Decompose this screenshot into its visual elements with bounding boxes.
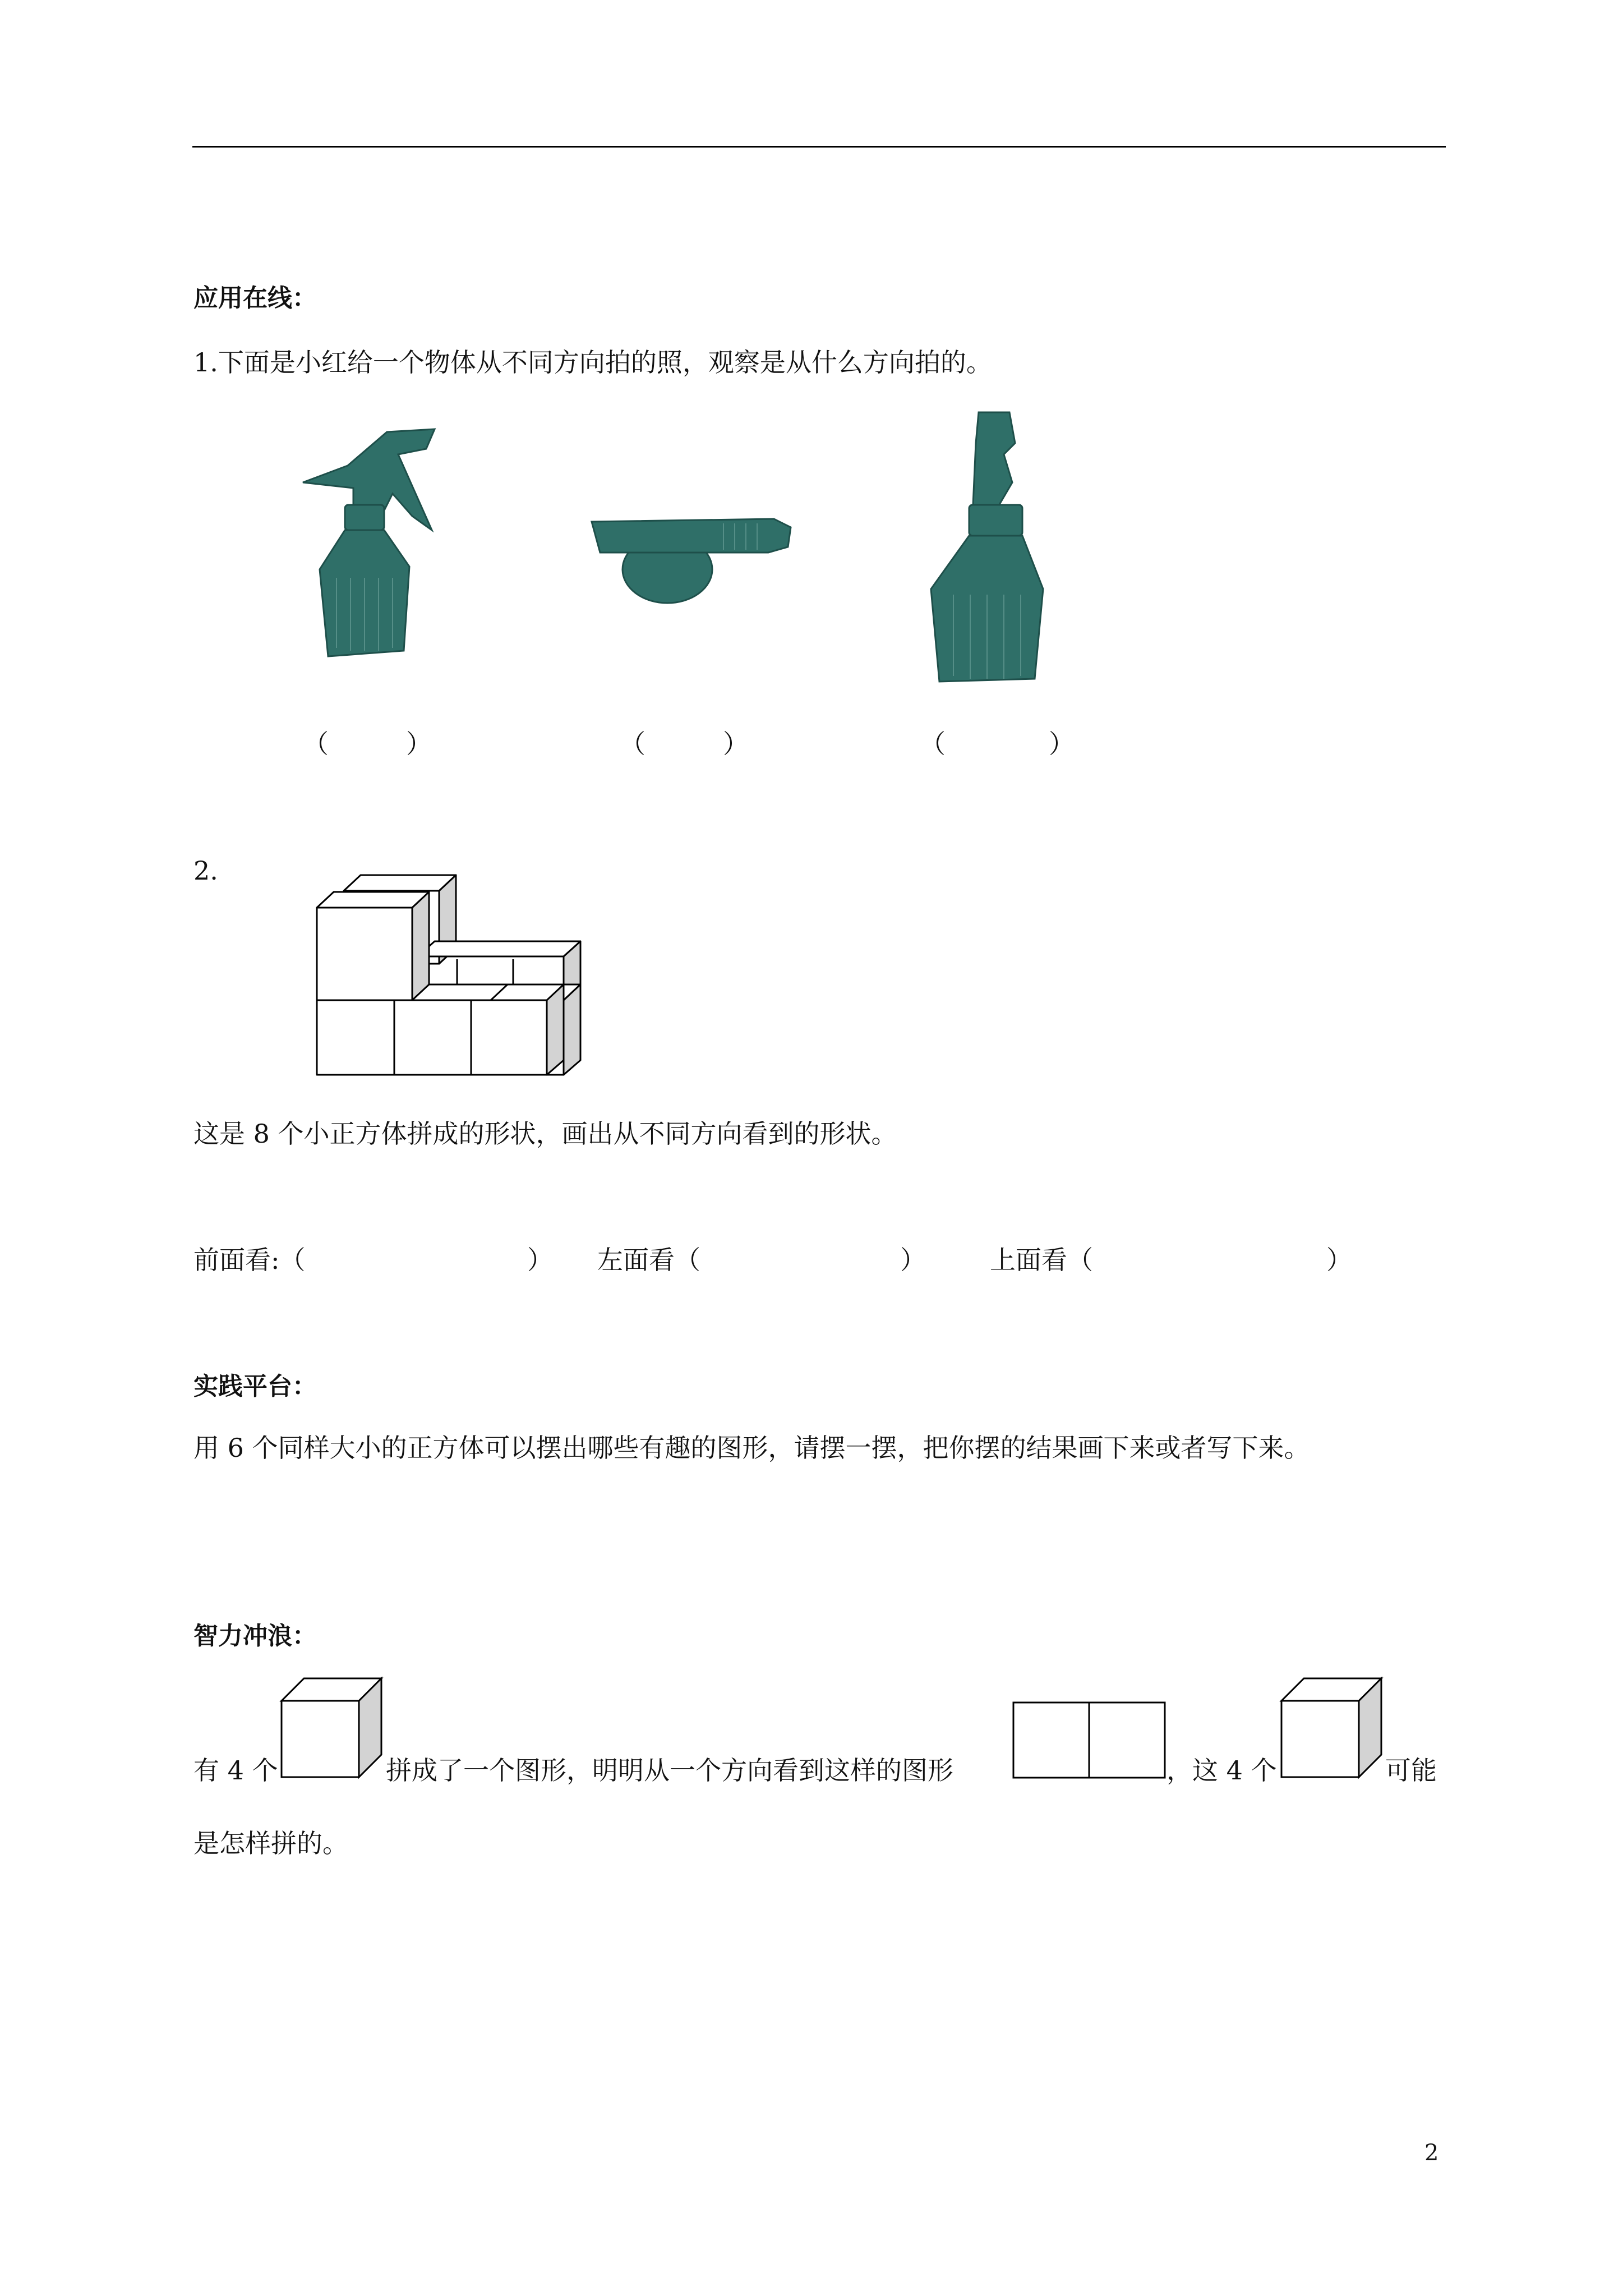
q1-answer-blank-2[interactable]: （ ） (620, 729, 749, 759)
cube-icon-2 (1280, 1677, 1384, 1778)
section-heading-practice: 实践平台： (193, 1372, 317, 1401)
front-view-label: 前面看:（ (193, 1245, 306, 1275)
spray-bottle-side-photo (297, 426, 454, 662)
two-square-view-figure (1012, 1701, 1166, 1780)
q1-answer-blank-1[interactable]: （ ） (303, 729, 432, 759)
section-heading-application: 应用在线： (193, 284, 317, 312)
eight-cubes-figure (317, 875, 592, 1074)
challenge-text-part-3: ，这 4 个 (1166, 1755, 1277, 1786)
challenge-text-part-1: 有 4 个 (193, 1755, 278, 1786)
practice-text: 用 6 个同样大小的正方体可以摆出哪些有趣的图形，请摆一摆，把你摆的结果画下来或者写下来。 (193, 1433, 1310, 1463)
left-view-blank-close[interactable]: ） (900, 1245, 926, 1275)
front-view-blank-close[interactable]: ） (527, 1245, 553, 1275)
top-view-label: 上面看（ (990, 1245, 1093, 1275)
page-number: 2 (1424, 2140, 1439, 2166)
cube-icon-1 (280, 1677, 384, 1778)
challenge-text-part-2: 拼成了一个图形，明明从一个方向看到这样的图形 (386, 1755, 953, 1786)
section-heading-challenge: 智力冲浪： (193, 1622, 317, 1650)
header-rule (192, 146, 1446, 148)
challenge-text-line-2: 是怎样拼的。 (193, 1828, 348, 1858)
challenge-text-part-4: 可能 (1385, 1755, 1437, 1786)
spray-bottle-top-photo (589, 513, 794, 614)
question-2-number: 2. (193, 855, 218, 886)
spray-bottle-front-photo (931, 409, 1043, 684)
top-view-blank-close[interactable]: ） (1326, 1245, 1352, 1275)
left-view-label: 左面看（ (597, 1245, 700, 1275)
question-1-text: 1.下面是小红给一个物体从不同方向拍的照，观察是从什么方向拍的。 (193, 347, 992, 378)
question-2-text: 这是 8 个小正方体拼成的形状，画出从不同方向看到的形状。 (193, 1119, 897, 1149)
q1-answer-blank-3[interactable]: （ ） (920, 729, 1075, 759)
